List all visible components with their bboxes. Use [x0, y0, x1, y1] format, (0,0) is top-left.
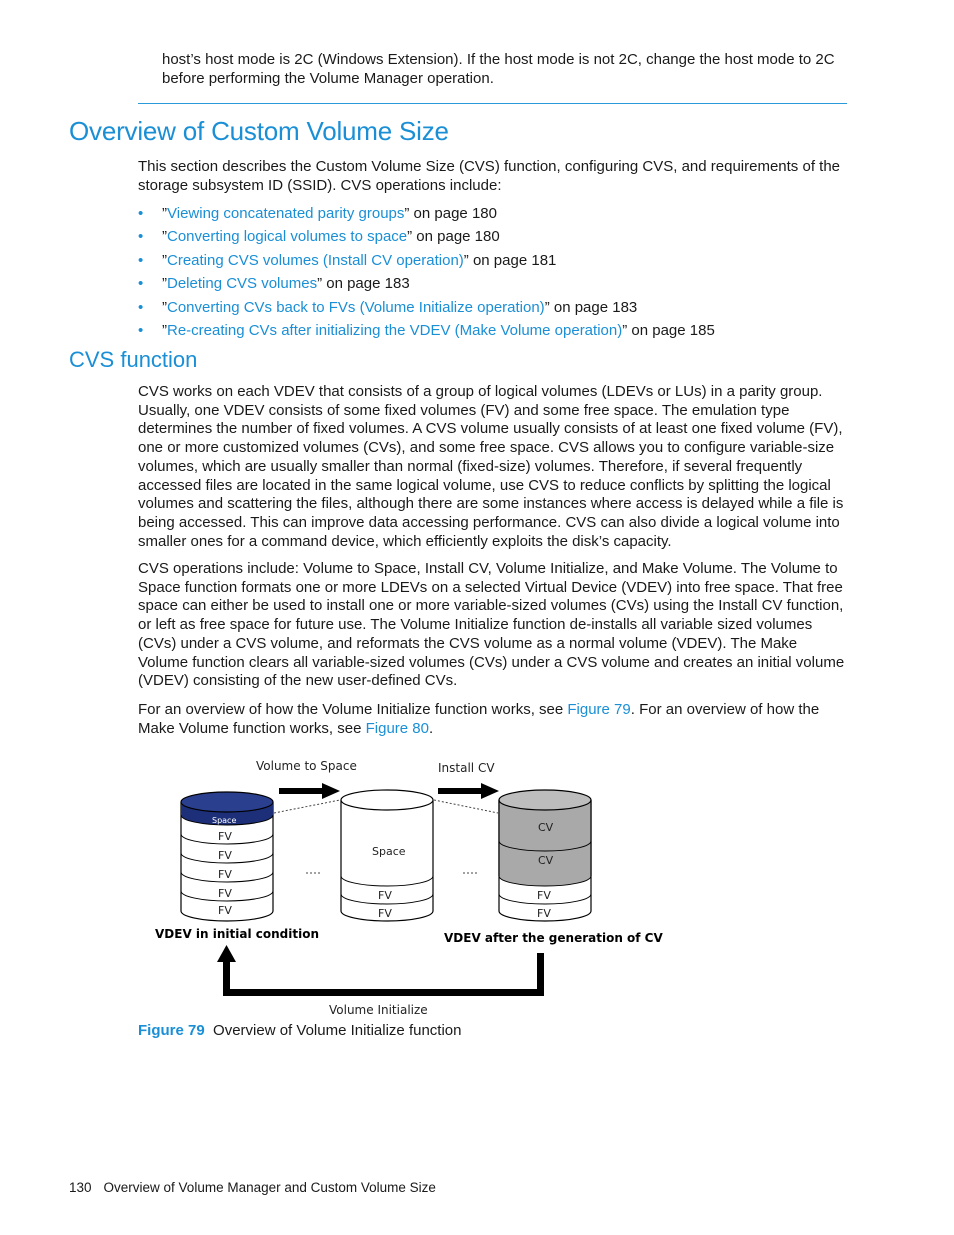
figure-number: Figure 79: [138, 1022, 205, 1039]
list-item: • ”Converting logical volumes to space” on page 180: [138, 228, 500, 246]
section-description: This section describes the Custom Volume Size (CVS) function, configuring CVS, and requirements of the storage subsystem ID (SSID). CVS operations include:: [138, 158, 841, 194]
cvs-paragraph-1: CVS works on each VDEV that consists of a group of logical volumes (LDEVs or LUs) in a parity group. Usually, one VDEV consists of some fixed volumes (FV) and some free space. The emulation type determines the number of fixed volumes. A CVS volume usually consists of at least one fixed volume (FV), one or more customized volumes (CVs), and some free space. CVS allows you to configure variable-size volumes, which are usually smaller than normal (fixed-size) volumes. Therefore, if several frequently accessed files are located in the same logical volume, use CVS to reduce conflicts by splitting the logical volumes and scattering the files, although there are some instances where access is delayed while a file is being accessed. This can improve data accessing performance. CVS can also divide a logical volume into smaller ones for a command device, which efficiently exploits the disk’s capacity.: [138, 383, 844, 550]
bullet-icon: •: [138, 298, 144, 316]
link-creating-cvs[interactable]: Creating CVS volumes (Install CV operation): [167, 251, 464, 269]
list-item: • ”Viewing concatenated parity groups” on page 180: [138, 205, 497, 222]
subsection-title: CVS function: [69, 347, 198, 372]
svg-text:FV: FV: [537, 889, 551, 902]
divider: [138, 103, 847, 104]
cvs-paragraph-2: CVS operations include: Volume to Space, Install CV, Volume Initialize, and Make Volume. The Volume to Space function formats one or more LDEVs on a selected Virtual Device (VDEV) into free space. That free space can either be used to install one or more variable-sized volumes (CVs) using the Install CV function, or left as free space for future use. The Volume Initialize function de-installs all variable sized volumes (CVs) under a CVS volume, and reformats the CVS volume as a normal volume (VDEV). The Make Volume function clears all variable-sized volumes (CVs) under a CVS volume and creates an initial volume (VDEV) consisting of the new user-defined CVs.: [138, 560, 845, 690]
svg-text:FV: FV: [218, 830, 232, 843]
bullet-icon: •: [138, 205, 144, 222]
link-converting-cvs[interactable]: Converting CVs back to FVs (Volume Initialize operation): [167, 298, 545, 316]
bullet-icon: •: [138, 321, 144, 339]
list-item: • ”Re-creating CVs after initializing the VDEV (Make Volume operation)” on page 185: [138, 321, 715, 339]
list-item: • ”Converting CVs back to FVs (Volume Initialize operation)” on page 183: [138, 298, 638, 316]
section-title: Overview of Custom Volume Size: [69, 116, 449, 146]
bullet-icon: •: [138, 251, 144, 269]
svg-text:FV: FV: [378, 889, 392, 902]
page-footer: [69, 1180, 436, 1195]
right-arrow-icon: [279, 783, 340, 799]
bullet-icon: •: [138, 275, 144, 293]
right-caption: VDEV after the generation of CV: [444, 931, 663, 945]
svg-text:FV: FV: [378, 907, 392, 920]
right-arrow-icon: [438, 783, 499, 799]
svg-text:CV: CV: [538, 854, 554, 867]
cvs-operations-list: [138, 204, 715, 344]
figure-title: Overview of Volume Initialize function: [213, 1022, 462, 1039]
list-item: • ”Deleting CVS volumes” on page 183: [138, 275, 410, 293]
figure-80-link[interactable]: Figure 80: [365, 719, 429, 737]
figure-caption: [138, 1022, 461, 1039]
svg-text:FV: FV: [218, 904, 232, 917]
link-viewing-concatenated[interactable]: Viewing concatenated parity groups: [167, 205, 405, 222]
svg-text:FV: FV: [537, 907, 551, 920]
volume-initialize-diagram: [140, 752, 670, 1020]
link-converting-logical[interactable]: Converting logical volumes to space: [167, 228, 408, 246]
list-item: • ”Creating CVS volumes (Install CV operation)” on page 181: [138, 251, 557, 269]
svg-text:FV: FV: [218, 849, 232, 862]
space-label: Space: [212, 816, 237, 825]
cvs-paragraph-3: For an overview of how the Volume Initialize function works, see Figure 79. For an overview of how the Make Volume function works, see Figure 80.: [138, 701, 820, 737]
figure-79-link[interactable]: Figure 79: [567, 701, 631, 718]
vdev-cv-cylinder: [499, 790, 591, 921]
bullet-icon: •: [138, 228, 144, 246]
arrow2-label: Install CV: [438, 761, 495, 775]
bottom-label: Volume Initialize: [329, 1003, 428, 1017]
vdev-space-cylinder: [341, 790, 433, 921]
footer-title: Overview of Volume Manager and Custom Volume Size: [103, 1180, 436, 1195]
link-recreating-cvs[interactable]: Re-creating CVs after initializing the VDEV (Make Volume operation): [167, 321, 623, 339]
intro-paragraph: host’s host mode is 2C (Windows Extension). If the host mode is not 2C, change the host mode to 2C before performing the Volume Manager operation.: [162, 51, 835, 87]
svg-text:CV: CV: [538, 821, 554, 834]
svg-text:FV: FV: [218, 887, 232, 900]
page-number: 130: [69, 1180, 92, 1195]
left-caption: VDEV in initial condition: [155, 927, 319, 941]
return-arrow-icon: [217, 945, 544, 996]
vdev-initial-cylinder: [181, 792, 273, 921]
arrow1-label: Volume to Space: [256, 759, 357, 773]
svg-text:Space: Space: [372, 845, 406, 858]
svg-text:FV: FV: [218, 868, 232, 881]
link-deleting-cvs[interactable]: Deleting CVS volumes: [167, 275, 318, 293]
